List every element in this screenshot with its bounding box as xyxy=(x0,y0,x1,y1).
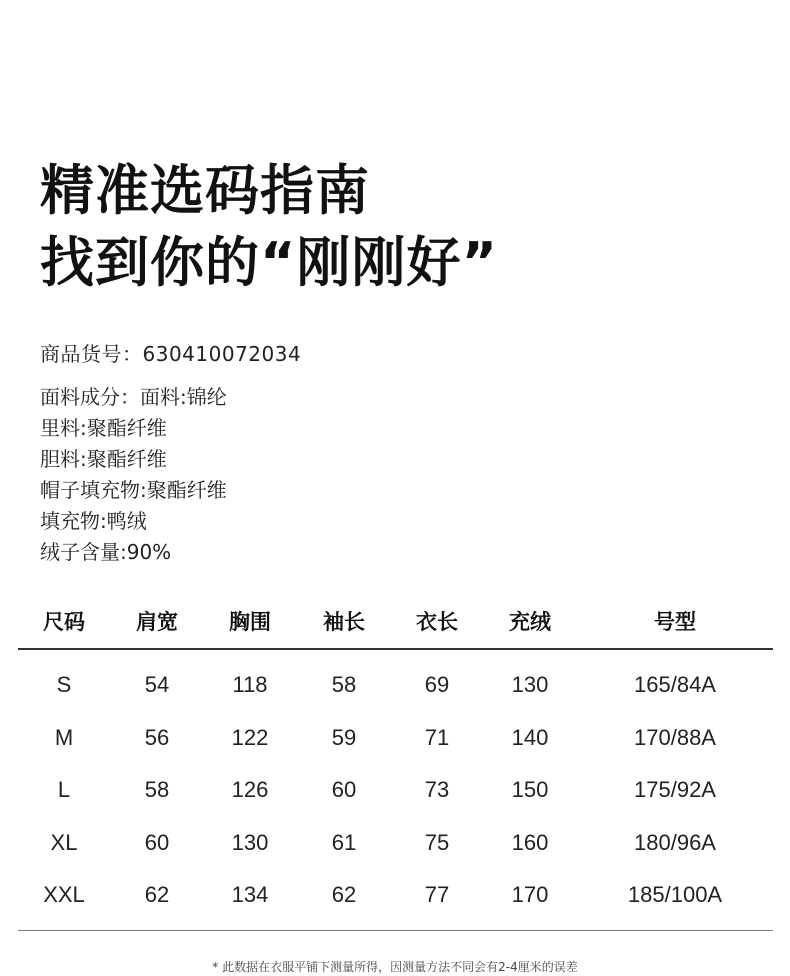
cell-sleeve-length: 61 xyxy=(331,829,357,855)
cell-chest: 118 xyxy=(232,672,268,697)
cell-garment-length: 75 xyxy=(424,829,450,855)
cell-garment-length: 77 xyxy=(424,882,450,908)
size-table-body xyxy=(18,650,773,913)
headline xyxy=(40,155,498,299)
cell-chest: 134 xyxy=(231,882,269,908)
header-down-fill: 充绒 xyxy=(509,610,551,634)
inner-lining-material: 胆料:聚酯纤维 xyxy=(40,447,167,471)
cell-shoulder-width: 56 xyxy=(144,724,170,750)
table-row xyxy=(18,808,773,861)
cell-body-type: 180/96A xyxy=(634,829,716,855)
cell-size: L xyxy=(57,777,71,803)
measurement-footnote: * 此数据在衣服平铺下测量所得，因测量方法不同会有2-4厘米的误差 xyxy=(212,960,578,974)
cell-size: XXL xyxy=(43,882,85,908)
cell-down-fill: 160 xyxy=(511,829,549,855)
cell-shoulder-width: 58 xyxy=(144,777,170,803)
cell-garment-length: 71 xyxy=(424,724,450,750)
cell-down-fill: 170 xyxy=(511,882,549,908)
headline-line-1: 精准选码指南 xyxy=(40,159,370,222)
table-row xyxy=(18,703,773,756)
cell-down-fill: 130 xyxy=(511,672,549,697)
cell-size: XL xyxy=(50,829,78,855)
cell-garment-length: 69 xyxy=(424,672,450,697)
table-row xyxy=(18,650,773,703)
cell-sleeve-length: 58 xyxy=(331,672,357,697)
table-row xyxy=(18,755,773,808)
cell-shoulder-width: 60 xyxy=(144,829,170,855)
product-sku: 商品货号：630410072034 xyxy=(40,342,302,366)
cell-garment-length: 73 xyxy=(424,777,450,803)
filling: 填充物:鸭绒 xyxy=(40,509,147,533)
down-content: 绒子含量:90% xyxy=(40,540,172,564)
cell-body-type: 175/92A xyxy=(634,777,716,803)
header-body-type: 号型 xyxy=(654,610,696,634)
lining-material: 里料:聚酯纤维 xyxy=(40,416,167,440)
header-chest: 胸围 xyxy=(229,610,271,634)
cell-body-type: 170/88A xyxy=(634,724,716,750)
cell-body-type: 185/100A xyxy=(627,882,723,908)
cell-shoulder-width: 54 xyxy=(144,672,170,697)
headline-line-2: 找到你的“刚刚好” xyxy=(40,231,498,294)
cell-down-fill: 150 xyxy=(511,777,549,803)
table-bottom-divider xyxy=(18,930,773,931)
size-table-header xyxy=(18,598,773,650)
cell-down-fill: 140 xyxy=(511,724,549,750)
cell-chest: 130 xyxy=(231,829,269,855)
hood-filling: 帽子填充物:聚酯纤维 xyxy=(40,478,227,502)
product-info xyxy=(40,339,301,568)
cell-body-type: 165/84A xyxy=(634,672,716,697)
header-sleeve-length: 袖长 xyxy=(323,610,365,634)
cell-size: M xyxy=(54,724,74,750)
size-table xyxy=(18,598,773,913)
cell-shoulder-width: 62 xyxy=(144,882,170,908)
header-size: 尺码 xyxy=(43,610,85,634)
cell-chest: 122 xyxy=(231,724,269,750)
cell-sleeve-length: 62 xyxy=(331,882,357,908)
table-row xyxy=(18,860,773,913)
fabric-composition: 面料成分：面料:锦纶 xyxy=(40,385,227,409)
header-shoulder-width: 肩宽 xyxy=(136,610,178,634)
cell-sleeve-length: 60 xyxy=(331,777,357,803)
cell-size: S xyxy=(56,672,72,697)
header-garment-length: 衣长 xyxy=(416,610,458,634)
cell-sleeve-length: 59 xyxy=(331,724,357,750)
cell-chest: 126 xyxy=(231,777,269,803)
